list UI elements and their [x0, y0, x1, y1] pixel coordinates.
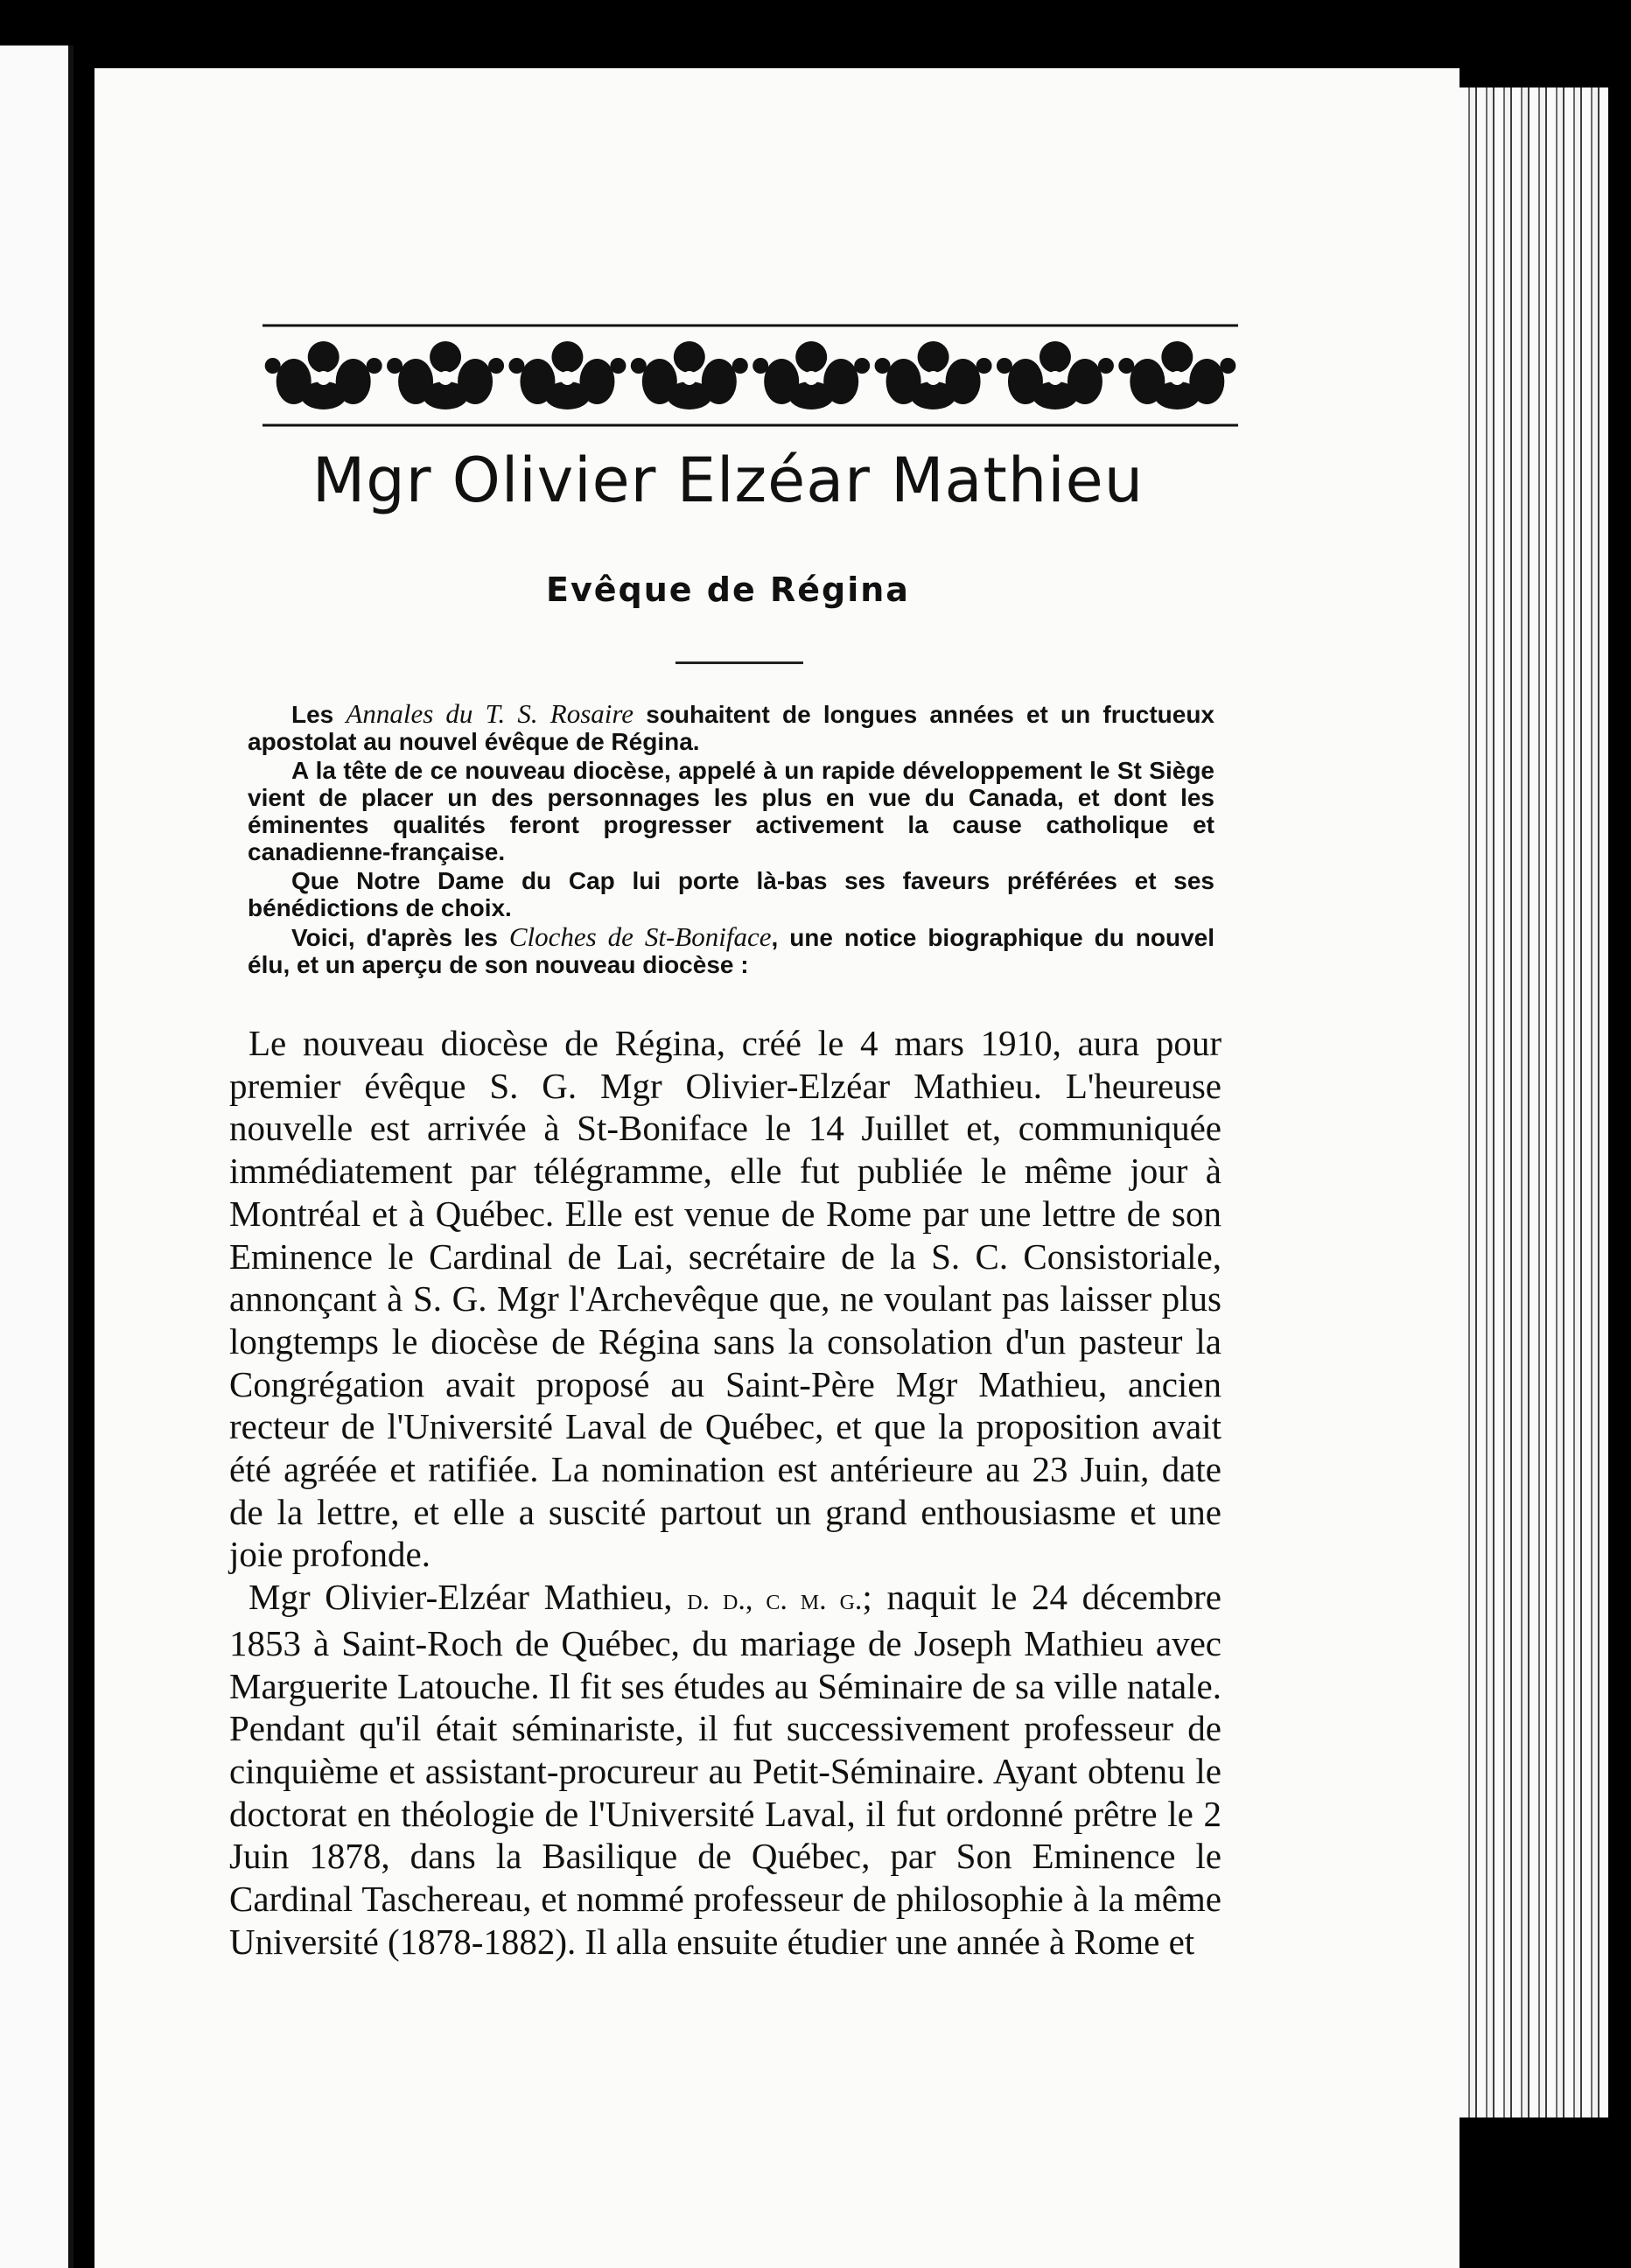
ornament-flower: [631, 341, 748, 410]
ornament-flower: [752, 341, 870, 410]
article-title: Mgr Olivier Elzéar Mathieu: [312, 444, 1144, 516]
ornament-flower: [387, 341, 504, 410]
intro-paragraph: Que Notre Dame du Cap lui porte là-bas ses faveurs préférées et ses bénédictions de choix.: [248, 867, 1214, 921]
article-subtitle: Evêque de Régina: [546, 570, 910, 609]
intro-note: [248, 700, 1214, 980]
body-paragraph: Le nouveau diocèse de Régina, créé le 4 mars 1910, aura pour premier évêque S. G. Mgr Olivier-Elzéar Mathieu. L'heureuse nouvelle est arrivée à St-Boniface le 14 Juillet et, communiquée immédiatement par télégramme, elle fut publiée le même jour à Montréal et à Québec. Elle est venue de Rome par une lettre de son Eminence le Cardinal de Lai, secrétaire de la S. C. Consistoriale, annonçant à S. G. Mgr l'Archevêque que, ne voulant pas laisser plus longtemps le diocèse de Régina sans la consolation d'un pasteur la Congrégation avait proposé au Saint-Père Mgr Mathieu, ancien recteur de l'Université Laval de Québec, et que la proposition avait été agréée et ratifiée. La nomination est antérieure au 23 Juin, date de la lettre, et elle a suscité partout un grand enthousiasme et une joie profonde.: [229, 1023, 1222, 1575]
page-stack-edges: [1460, 88, 1608, 2118]
floral-ornament-band: [262, 322, 1238, 429]
intro-paragraph: Voici, d'après les Cloches de St-Boniface, une notice biographique du nouvel élu, et un aperçu de son nouveau diocèse :: [248, 921, 1214, 978]
divider-rule: [676, 662, 803, 664]
ornament-flower: [508, 341, 626, 410]
body-paragraph: Mgr Olivier-Elzéar Mathieu, d. d., c. m. g.; naquit le 24 décembre 1853 à Saint-Roch de Québec, du mariage de Joseph Mathieu avec Marguerite Latouche. Il fit ses études au Séminaire de sa ville natale. Pendant qu'il était séminariste, il fut successivement professeur de cinquième et assistant-procureur au Petit-Séminaire. Ayant obtenu le doctorat en théologie de l'Université Laval, il fut ordonné prêtre le 2 Juin 1878, dans la Basilique de Québec, par Son Eminence le Cardinal Taschereau, et nommé professeur de philosophie à la même Université (1878-1882). Il alla ensuite étudier une année à Rome et: [229, 1577, 1222, 1962]
intro-paragraph: A la tête de ce nouveau diocèse, appelé à un rapide développement le St Siège vient de placer un des personnages les plus en vue du Canada, et dont les éminentes qualités feront progresser activement la cause catholique et canadienne-française.: [248, 757, 1214, 865]
article-body: [229, 1022, 1222, 1963]
ornament-flower: [875, 341, 992, 410]
intro-paragraph: Les Annales du T. S. Rosaire souhaitent de longues années et un fructueux apostolat au nouvel évêque de Régina.: [248, 698, 1214, 755]
facing-page-edge: [0, 46, 74, 2268]
ornament-flower: [1118, 341, 1236, 410]
ornament-flower: [265, 341, 382, 410]
ornament-flower: [997, 341, 1114, 410]
